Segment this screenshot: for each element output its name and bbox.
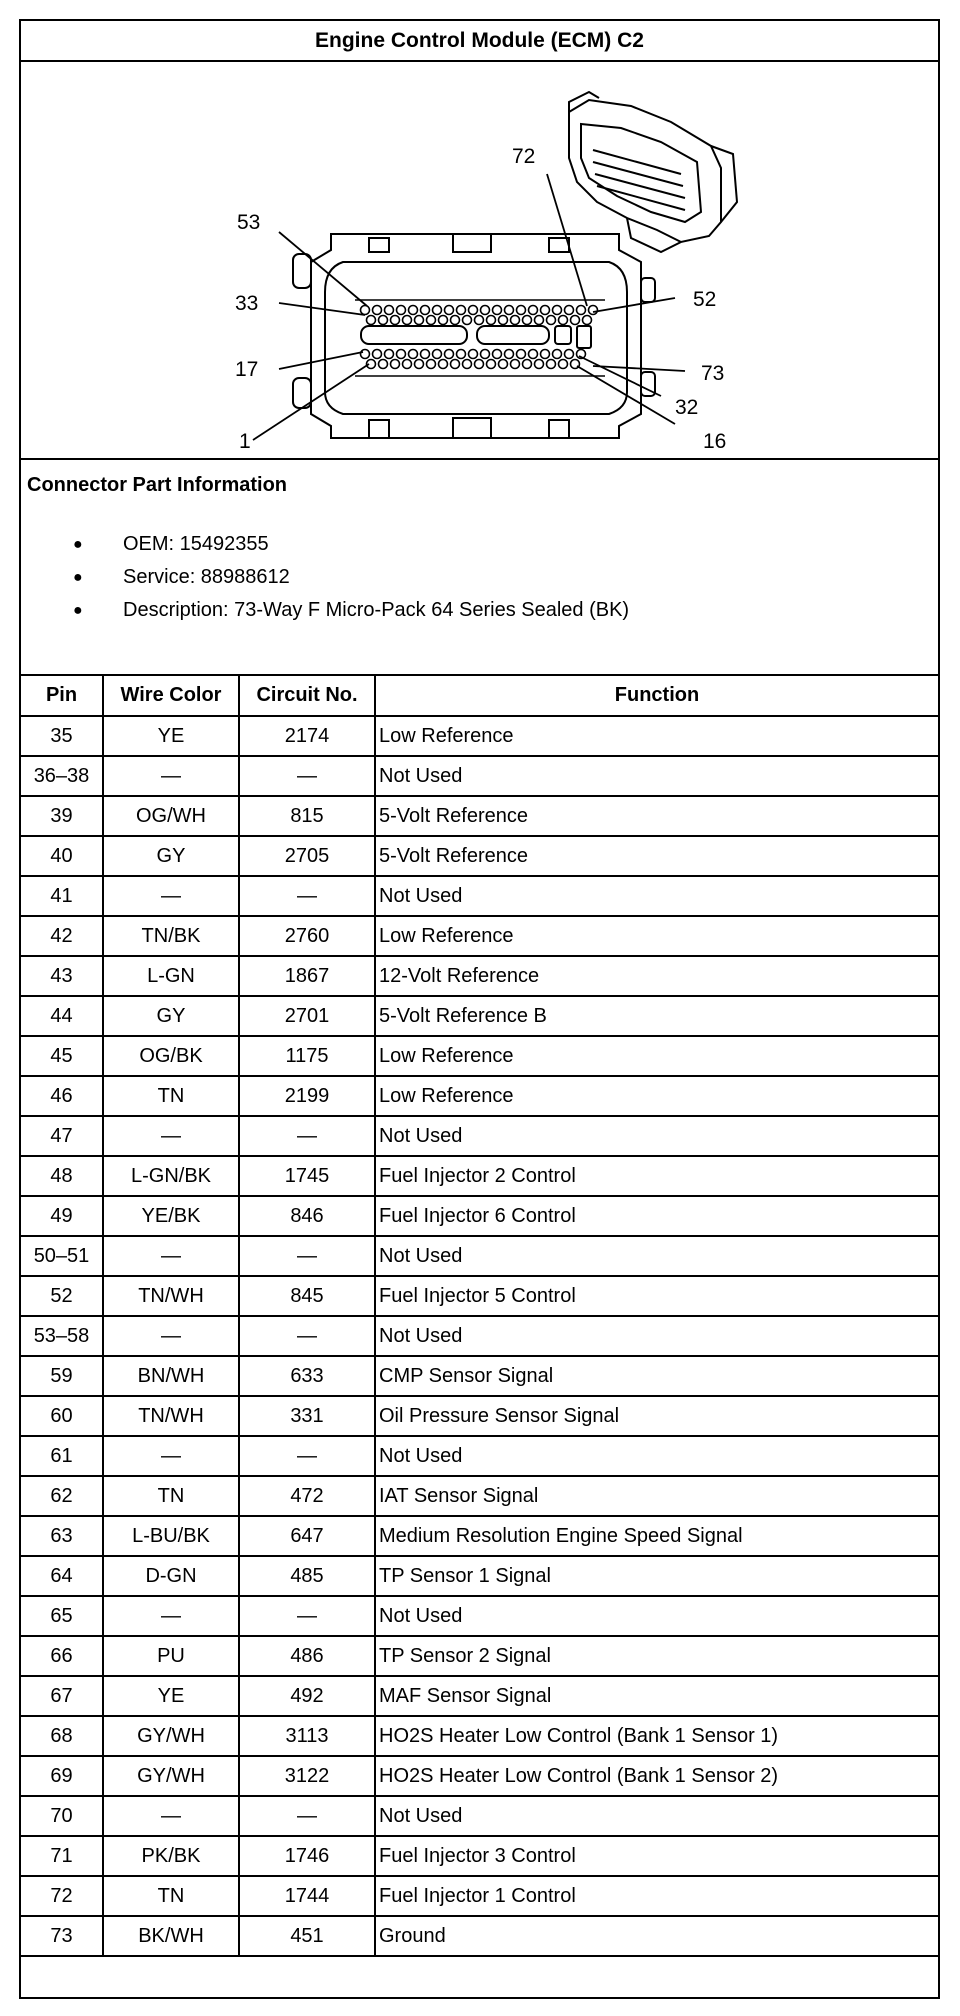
page-title: Engine Control Module (ECM) C2	[21, 21, 938, 62]
circuit-number-cell: 633	[239, 1356, 375, 1396]
function-cell: 5-Volt Reference B	[375, 996, 938, 1036]
table-row	[21, 1596, 938, 1636]
wire-color-cell: L-BU/BK	[103, 1516, 239, 1556]
circuit-number-cell: 2199	[239, 1076, 375, 1116]
pinout-table-body	[21, 716, 938, 1956]
function-cell: Not Used	[375, 1436, 938, 1476]
table-row	[21, 716, 938, 756]
function-cell: Not Used	[375, 1236, 938, 1276]
circuit-number-cell: 1746	[239, 1836, 375, 1876]
circuit-number-cell: —	[239, 1316, 375, 1356]
column-header-function: Function	[375, 676, 938, 716]
pin-cell: 48	[21, 1156, 103, 1196]
function-cell: Fuel Injector 6 Control	[375, 1196, 938, 1236]
function-cell: Low Reference	[375, 916, 938, 956]
connector-diagram	[21, 62, 938, 460]
pinout-table	[21, 676, 938, 1957]
pin-cell: 71	[21, 1836, 103, 1876]
wire-color-cell: TN	[103, 1876, 239, 1916]
pin-cell: 53–58	[21, 1316, 103, 1356]
connector-info-service	[21, 561, 629, 594]
pin-cell: 66	[21, 1636, 103, 1676]
circuit-number-cell: 492	[239, 1676, 375, 1716]
connector-info-oem-text: OEM: 15492355	[123, 533, 269, 555]
function-cell: Not Used	[375, 876, 938, 916]
pin-cell: 64	[21, 1556, 103, 1596]
table-row	[21, 1676, 938, 1716]
pin-cell: 36–38	[21, 756, 103, 796]
table-row	[21, 1436, 938, 1476]
wire-color-cell: —	[103, 1316, 239, 1356]
wire-color-cell: PU	[103, 1636, 239, 1676]
function-cell: Not Used	[375, 1116, 938, 1156]
wire-color-cell: GY	[103, 836, 239, 876]
table-row	[21, 1316, 938, 1356]
wire-color-cell: GY/WH	[103, 1716, 239, 1756]
pin-cell: 39	[21, 796, 103, 836]
circuit-number-cell: —	[239, 1796, 375, 1836]
circuit-number-cell: 1867	[239, 956, 375, 996]
table-row	[21, 1156, 938, 1196]
connector-info-heading: Connector Part Information	[27, 474, 288, 496]
pin-cell: 70	[21, 1796, 103, 1836]
wire-color-cell: TN/WH	[103, 1276, 239, 1316]
table-row	[21, 1716, 938, 1756]
wire-color-cell: L-GN	[103, 956, 239, 996]
function-cell: Low Reference	[375, 716, 938, 756]
table-row	[21, 1196, 938, 1236]
connector-info-list	[21, 528, 629, 627]
circuit-number-cell: 472	[239, 1476, 375, 1516]
table-row	[21, 1076, 938, 1116]
wire-color-cell: GY	[103, 996, 239, 1036]
function-cell: Not Used	[375, 1796, 938, 1836]
function-cell: Oil Pressure Sensor Signal	[375, 1396, 938, 1436]
function-cell: MAF Sensor Signal	[375, 1676, 938, 1716]
wire-color-cell: D-GN	[103, 1556, 239, 1596]
pin-cell: 41	[21, 876, 103, 916]
pin-cell: 72	[21, 1876, 103, 1916]
circuit-number-cell: 485	[239, 1556, 375, 1596]
wire-color-cell: OG/WH	[103, 796, 239, 836]
wire-color-cell: —	[103, 1596, 239, 1636]
pin-cell: 73	[21, 1916, 103, 1956]
pin-cell: 52	[21, 1276, 103, 1316]
wire-color-cell: —	[103, 1116, 239, 1156]
table-row	[21, 1796, 938, 1836]
pin-cell: 61	[21, 1436, 103, 1476]
function-cell: TP Sensor 2 Signal	[375, 1636, 938, 1676]
pin-cell: 60	[21, 1396, 103, 1436]
function-cell: Low Reference	[375, 1036, 938, 1076]
circuit-number-cell: 3122	[239, 1756, 375, 1796]
leader-52	[593, 298, 675, 312]
circuit-number-cell: 331	[239, 1396, 375, 1436]
terminal-row-3	[361, 350, 586, 359]
callout-16: 16	[703, 430, 727, 453]
wire-color-cell: —	[103, 756, 239, 796]
circuit-number-cell: 486	[239, 1636, 375, 1676]
pin-cell: 35	[21, 716, 103, 756]
pin-cell: 43	[21, 956, 103, 996]
function-cell: Fuel Injector 1 Control	[375, 1876, 938, 1916]
leader-17	[279, 352, 363, 369]
function-cell: HO2S Heater Low Control (Bank 1 Sensor 2)	[375, 1756, 938, 1796]
connector-part-information	[21, 460, 938, 676]
function-cell: 12-Volt Reference	[375, 956, 938, 996]
function-cell: CMP Sensor Signal	[375, 1356, 938, 1396]
function-cell: 5-Volt Reference	[375, 836, 938, 876]
circuit-number-cell: —	[239, 1596, 375, 1636]
callout-1: 1	[239, 430, 251, 453]
connector-illustration	[21, 62, 938, 458]
terminal-row-1	[361, 306, 598, 315]
circuit-number-cell: —	[239, 1436, 375, 1476]
circuit-number-cell: —	[239, 1236, 375, 1276]
wire-color-cell: GY/WH	[103, 1756, 239, 1796]
circuit-number-cell: 2705	[239, 836, 375, 876]
wire-color-cell: BK/WH	[103, 1916, 239, 1956]
terminal-cavities	[361, 306, 598, 369]
connector-perspective-view	[569, 92, 737, 252]
column-header-pin: Pin	[21, 676, 103, 716]
circuit-number-cell: —	[239, 876, 375, 916]
function-cell: 5-Volt Reference	[375, 796, 938, 836]
callout-17: 17	[235, 358, 259, 381]
circuit-number-cell: 1745	[239, 1156, 375, 1196]
function-cell: TP Sensor 1 Signal	[375, 1556, 938, 1596]
circuit-number-cell: 1175	[239, 1036, 375, 1076]
wire-color-cell: YE/BK	[103, 1196, 239, 1236]
table-row	[21, 1236, 938, 1276]
pin-cell: 59	[21, 1356, 103, 1396]
circuit-number-cell: —	[239, 756, 375, 796]
table-row	[21, 876, 938, 916]
table-row	[21, 1036, 938, 1076]
pin-cell: 67	[21, 1676, 103, 1716]
pin-cell: 68	[21, 1716, 103, 1756]
callout-52: 52	[693, 288, 717, 311]
wire-color-cell: PK/BK	[103, 1836, 239, 1876]
table-row	[21, 996, 938, 1036]
table-row	[21, 1116, 938, 1156]
wire-color-cell: YE	[103, 1676, 239, 1716]
function-cell: Ground	[375, 1916, 938, 1956]
connector-info-description	[21, 594, 629, 627]
function-cell: Fuel Injector 2 Control	[375, 1156, 938, 1196]
table-row	[21, 756, 938, 796]
table-row	[21, 1636, 938, 1676]
circuit-number-cell: 451	[239, 1916, 375, 1956]
pin-cell: 50–51	[21, 1236, 103, 1276]
function-cell: Medium Resolution Engine Speed Signal	[375, 1516, 938, 1556]
function-cell: Fuel Injector 3 Control	[375, 1836, 938, 1876]
table-row	[21, 1276, 938, 1316]
wire-color-cell: L-GN/BK	[103, 1156, 239, 1196]
connector-info-service-text: Service: 88988612	[123, 566, 290, 588]
connector-info-description-text: Description: 73-Way F Micro-Pack 64 Series Sealed (BK)	[123, 599, 630, 621]
function-cell: HO2S Heater Low Control (Bank 1 Sensor 1)	[375, 1716, 938, 1756]
callout-33: 33	[235, 292, 259, 315]
table-row	[21, 1396, 938, 1436]
function-cell: Fuel Injector 5 Control	[375, 1276, 938, 1316]
pin-cell: 47	[21, 1116, 103, 1156]
wire-color-cell: OG/BK	[103, 1036, 239, 1076]
bullet-icon: ●	[73, 602, 83, 619]
circuit-number-cell: 647	[239, 1516, 375, 1556]
table-row	[21, 1556, 938, 1596]
pin-cell: 45	[21, 1036, 103, 1076]
circuit-number-cell: 845	[239, 1276, 375, 1316]
table-row	[21, 1756, 938, 1796]
table-row	[21, 1516, 938, 1556]
pin-cell: 44	[21, 996, 103, 1036]
function-cell: Not Used	[375, 756, 938, 796]
wire-color-cell: TN/WH	[103, 1396, 239, 1436]
column-header-wire-color: Wire Color	[103, 676, 239, 716]
wire-color-cell: —	[103, 1796, 239, 1836]
circuit-number-cell: 2701	[239, 996, 375, 1036]
wire-color-cell: YE	[103, 716, 239, 756]
callout-32: 32	[675, 396, 699, 419]
circuit-number-cell: 3113	[239, 1716, 375, 1756]
pin-cell: 42	[21, 916, 103, 956]
table-row	[21, 836, 938, 876]
connector-info-oem	[21, 528, 629, 561]
wire-color-cell: TN	[103, 1476, 239, 1516]
bullet-icon: ●	[73, 536, 83, 553]
leader-72	[547, 174, 587, 306]
pin-cell: 46	[21, 1076, 103, 1116]
pin-cell: 62	[21, 1476, 103, 1516]
function-cell: Not Used	[375, 1596, 938, 1636]
callout-73: 73	[701, 362, 725, 385]
connector-face	[293, 234, 655, 438]
table-row	[21, 1876, 938, 1916]
table-row	[21, 1916, 938, 1956]
wire-color-cell: —	[103, 1236, 239, 1276]
pin-cell: 65	[21, 1596, 103, 1636]
callout-72: 72	[512, 145, 536, 168]
column-header-circuit-no: Circuit No.	[239, 676, 375, 716]
pin-cell: 49	[21, 1196, 103, 1236]
table-row	[21, 1356, 938, 1396]
pin-cell: 40	[21, 836, 103, 876]
circuit-number-cell: 815	[239, 796, 375, 836]
pinout-header-row	[21, 676, 938, 716]
wire-color-cell: —	[103, 1436, 239, 1476]
table-row	[21, 956, 938, 996]
circuit-number-cell: 846	[239, 1196, 375, 1236]
circuit-number-cell: 2760	[239, 916, 375, 956]
connector-sheet	[19, 19, 940, 1999]
circuit-number-cell: 2174	[239, 716, 375, 756]
pin-cell: 69	[21, 1756, 103, 1796]
wire-color-cell: TN/BK	[103, 916, 239, 956]
circuit-number-cell: 1744	[239, 1876, 375, 1916]
bullet-icon: ●	[73, 569, 83, 586]
function-cell: Low Reference	[375, 1076, 938, 1116]
table-row	[21, 796, 938, 836]
terminal-row-2	[367, 316, 592, 325]
function-cell: IAT Sensor Signal	[375, 1476, 938, 1516]
table-row	[21, 1836, 938, 1876]
wire-color-cell: —	[103, 876, 239, 916]
wire-color-cell: TN	[103, 1076, 239, 1116]
connector-latch-slots	[361, 326, 591, 348]
table-row	[21, 1476, 938, 1516]
pin-cell: 63	[21, 1516, 103, 1556]
terminal-row-4	[367, 360, 580, 369]
table-row	[21, 916, 938, 956]
wire-color-cell: BN/WH	[103, 1356, 239, 1396]
callout-53: 53	[237, 211, 261, 234]
function-cell: Not Used	[375, 1316, 938, 1356]
leader-33	[279, 303, 365, 315]
circuit-number-cell: —	[239, 1116, 375, 1156]
